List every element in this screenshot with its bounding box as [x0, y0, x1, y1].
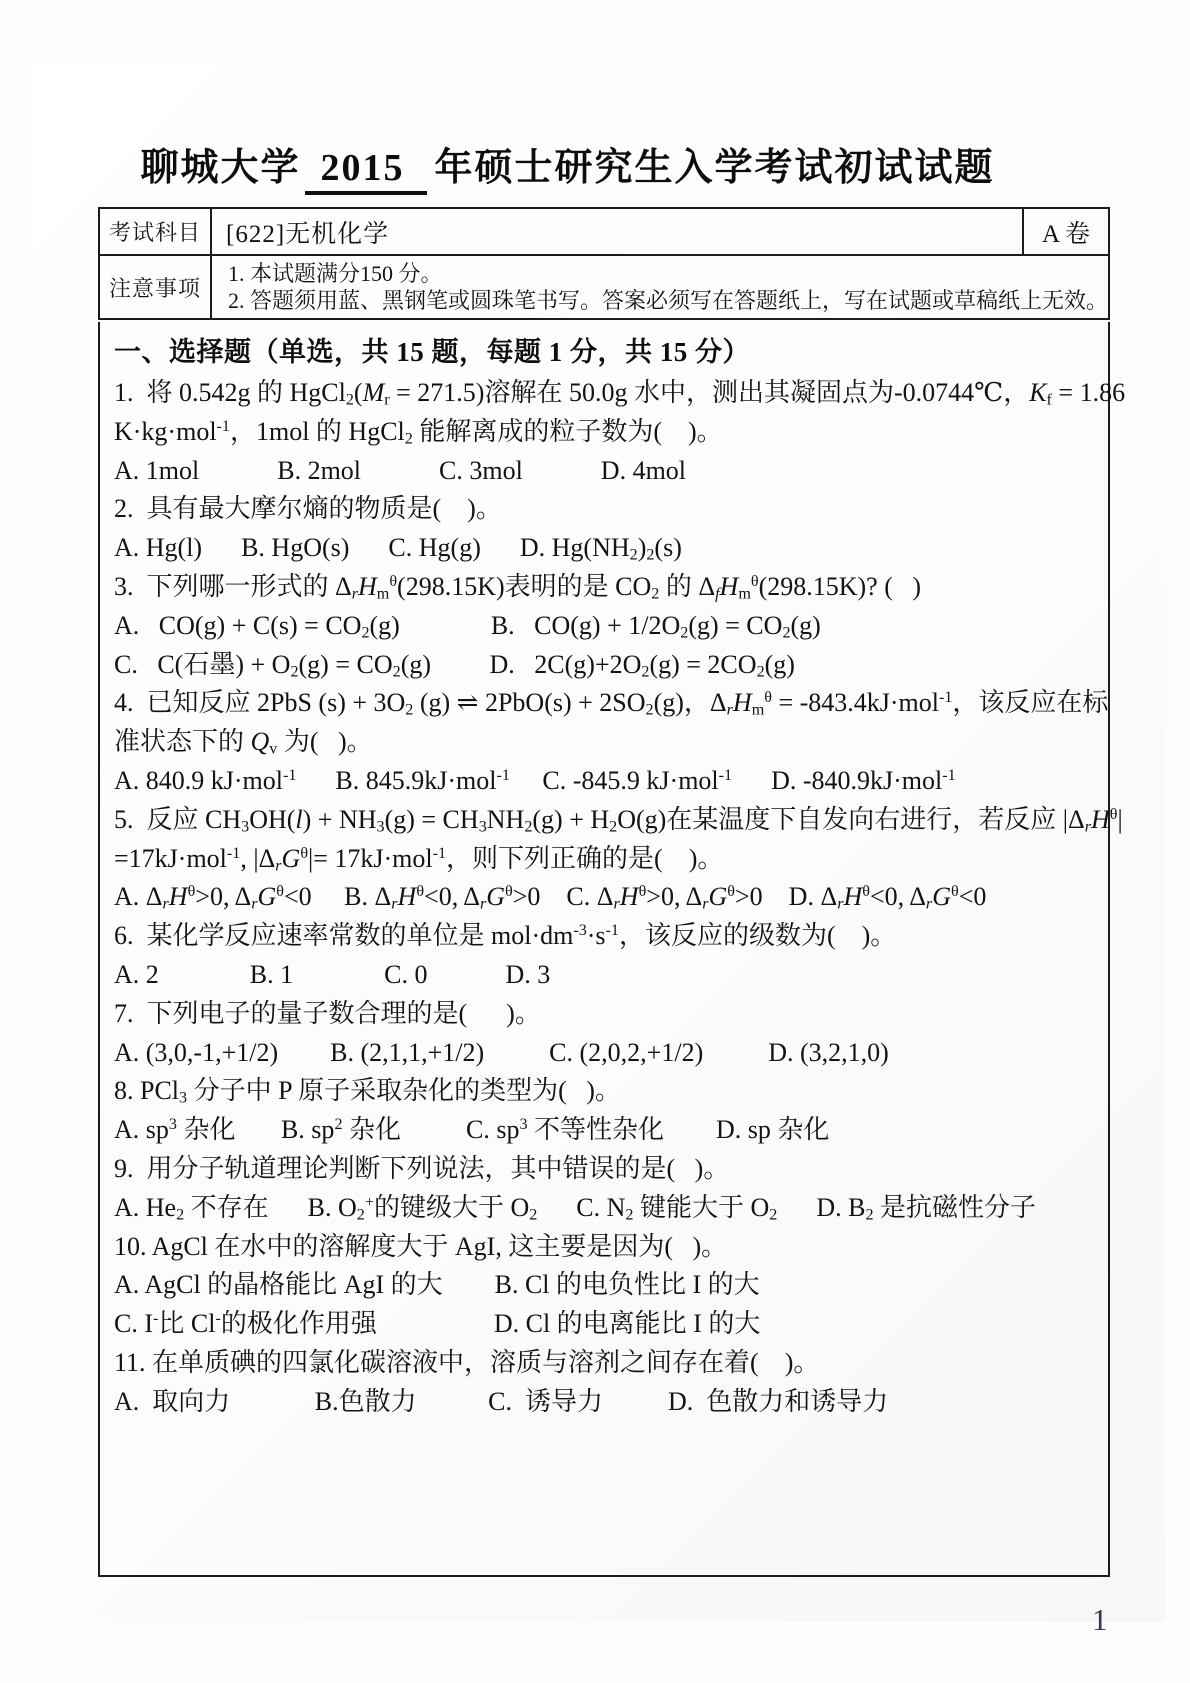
options-line: A. $CO(g) + C(s) = CO_2(g)$ B. $CO(g) + 1/2O_2(g) = CO_2(g)$ [114, 610, 821, 642]
note-line: 2. 答题须用蓝、黑钢笔或圆珠笔书写。答案必须写在答题纸上，写在试题或草稿纸上无效。 [228, 288, 1109, 313]
options-line: A. 840.9 kJ·mol$^{-1}$ B. 845.9kJ·mol$^{-1}$ C. -845.9 kJ·mol$^{-1}$ D. -840.9kJ·mol$^{-1}$ [114, 765, 956, 795]
notes-content [211, 255, 1109, 319]
question-text-line: 8. PCl$_3$ 分子中 P 原子采取杂化的类型为( )。 [114, 1076, 621, 1107]
question-text-line: 准状态下的 $Q_v$ 为( )。 [114, 727, 373, 758]
subject-row [99, 208, 1109, 255]
page-title [0, 136, 1135, 195]
notes-row [99, 255, 1109, 319]
options-line: C. I-比 Cl-的极化作用强 D. Cl 的电离能比 I 的大 [114, 1309, 761, 1339]
question-text-line: 9. 用分子轨道理论判断下列说法，其中错误的是( )。 [114, 1153, 730, 1183]
options-line: C. C(石墨) + $O_2(g) = CO_2(g)$ D. $2C(g)+2O_2(g) = 2CO_2(g)$ [114, 649, 795, 681]
options-line: A. 取向力 B.色散力 C. 诱导力 D. 色散力和诱导力 [114, 1386, 889, 1416]
question-text-line: 6. 某化学反应速率常数的单位是 $mol\cdot dm^{-3}\cdot s^{-1}$，该反应的级数为( )。 [114, 921, 897, 951]
page-number: 1 [1092, 1602, 1108, 1637]
exam-info-table [98, 207, 1110, 320]
question-text-line: 4. 已知反应 2PbS $(s) + 3O_2$ (g) ⇌ $2PbO(s) + 2SO_2(g)$，$\Delta_rH_m^\theta = -843.4kJ\cdot mol^{-1}$，该反应在标 [114, 688, 1109, 719]
subject-value: [622]无机化学 [211, 208, 1023, 255]
options-line: A. $\Delta_rH^\theta>0$, $\Delta_rG^\theta<0$ B. $\Delta_rH^\theta<0$, $\Delta_rG^\theta>0$ C. $\Delta_rH^\theta>0$, $\Delta_rG^\theta>0$ D. $\Delta_rH^\theta<0$, $\Delta_rG^\theta<0$ [114, 882, 987, 913]
question-text-line: 5. 反应 $CH_3OH(l) + NH_3(g) = CH_3NH_2(g) + H_2O(g)$在某温度下自发向右进行，若反应 $|\Delta_rH^\theta$ [114, 804, 1118, 836]
notes-label: 注意事项 [99, 255, 211, 319]
note-line: 1. 本试题满分150 分。 [228, 261, 443, 286]
title-rest: 年硕士研究生入学考试初试试题 [434, 147, 995, 189]
options-line: A. AgCl 的晶格能比 AgI 的大 B. Cl 的电负性比 I 的大 [114, 1270, 760, 1300]
options-line: A. $He_2$ 不存在 B. $O_2^+$的键级大于 $O_2$ C. $N_2$ 键能大于 $O_2$ D. $B_2$ 是抗磁性分子 [114, 1192, 1037, 1224]
options-line: A. Hg(l) B. HgO(s) C. Hg(g) D. $Hg(NH_2)_2(s)$ [114, 533, 682, 564]
title-year-blank: 2015 [305, 146, 427, 195]
title-university: 聊城大学 [140, 147, 301, 189]
question-text-line: K·kg·mol$^{-1}$，1mol 的 HgCl$_2$ 能解离成的粒子数为( )。 [114, 416, 723, 448]
options-line: A. $sp^3$ 杂化 B. $sp^2$ 杂化 C. $sp^3$ 不等性杂化 D. sp 杂化 [114, 1115, 830, 1145]
section-heading: 一、选择题（单选，共 15 题，每题 1 分，共 15 分） [114, 337, 750, 367]
question-text-line: 3. 下列哪一形式的 $\Delta_rH_m^\theta(298.15K)$表明的是 $CO_2$ 的 $\Delta_fH_m^\theta(298.15K)$? ( ) [114, 571, 922, 603]
question-area [98, 322, 1126, 1577]
question-text-line: =17kJ·mol$^{-1}$, $|\Delta_rG^\theta|= 17kJ\cdot mol^{-1}$，则下列正确的是( )。 [114, 843, 724, 875]
options-line: A. (3,0,-1,+1/2) B. (2,1,1,+1/2) C. (2,0,2,+1/2) D. (3,2,1,0) [114, 1037, 889, 1067]
question-text-line: 10. AgCl 在水中的溶解度大于 AgI, 这主要是因为( )。 [114, 1231, 728, 1261]
subject-label: 考试科目 [99, 208, 211, 255]
options-line: A. 1mol B. 2mol C. 3mol D. 4mol [114, 455, 687, 485]
question-text-line: 7. 下列电子的量子数合理的是( )。 [114, 998, 541, 1028]
question-text-line: 1. 将 0.542g 的 $HgCl_2(M_r = 271.5)$溶解在 50.0g 水中，测出其凝固点为-0.0744℃，$K_f = 1.86$ [114, 378, 1126, 409]
paper-version-badge: A 卷 [1023, 208, 1109, 255]
question-text-line: 11. 在单质碘的四氯化碳溶液中，溶质与溶剂之间存在着( )。 [114, 1347, 820, 1377]
question-text-line: 2. 具有最大摩尔熵的物质是( )。 [114, 494, 502, 524]
options-line: A. 2 B. 1 C. 0 D. 3 [114, 959, 551, 989]
